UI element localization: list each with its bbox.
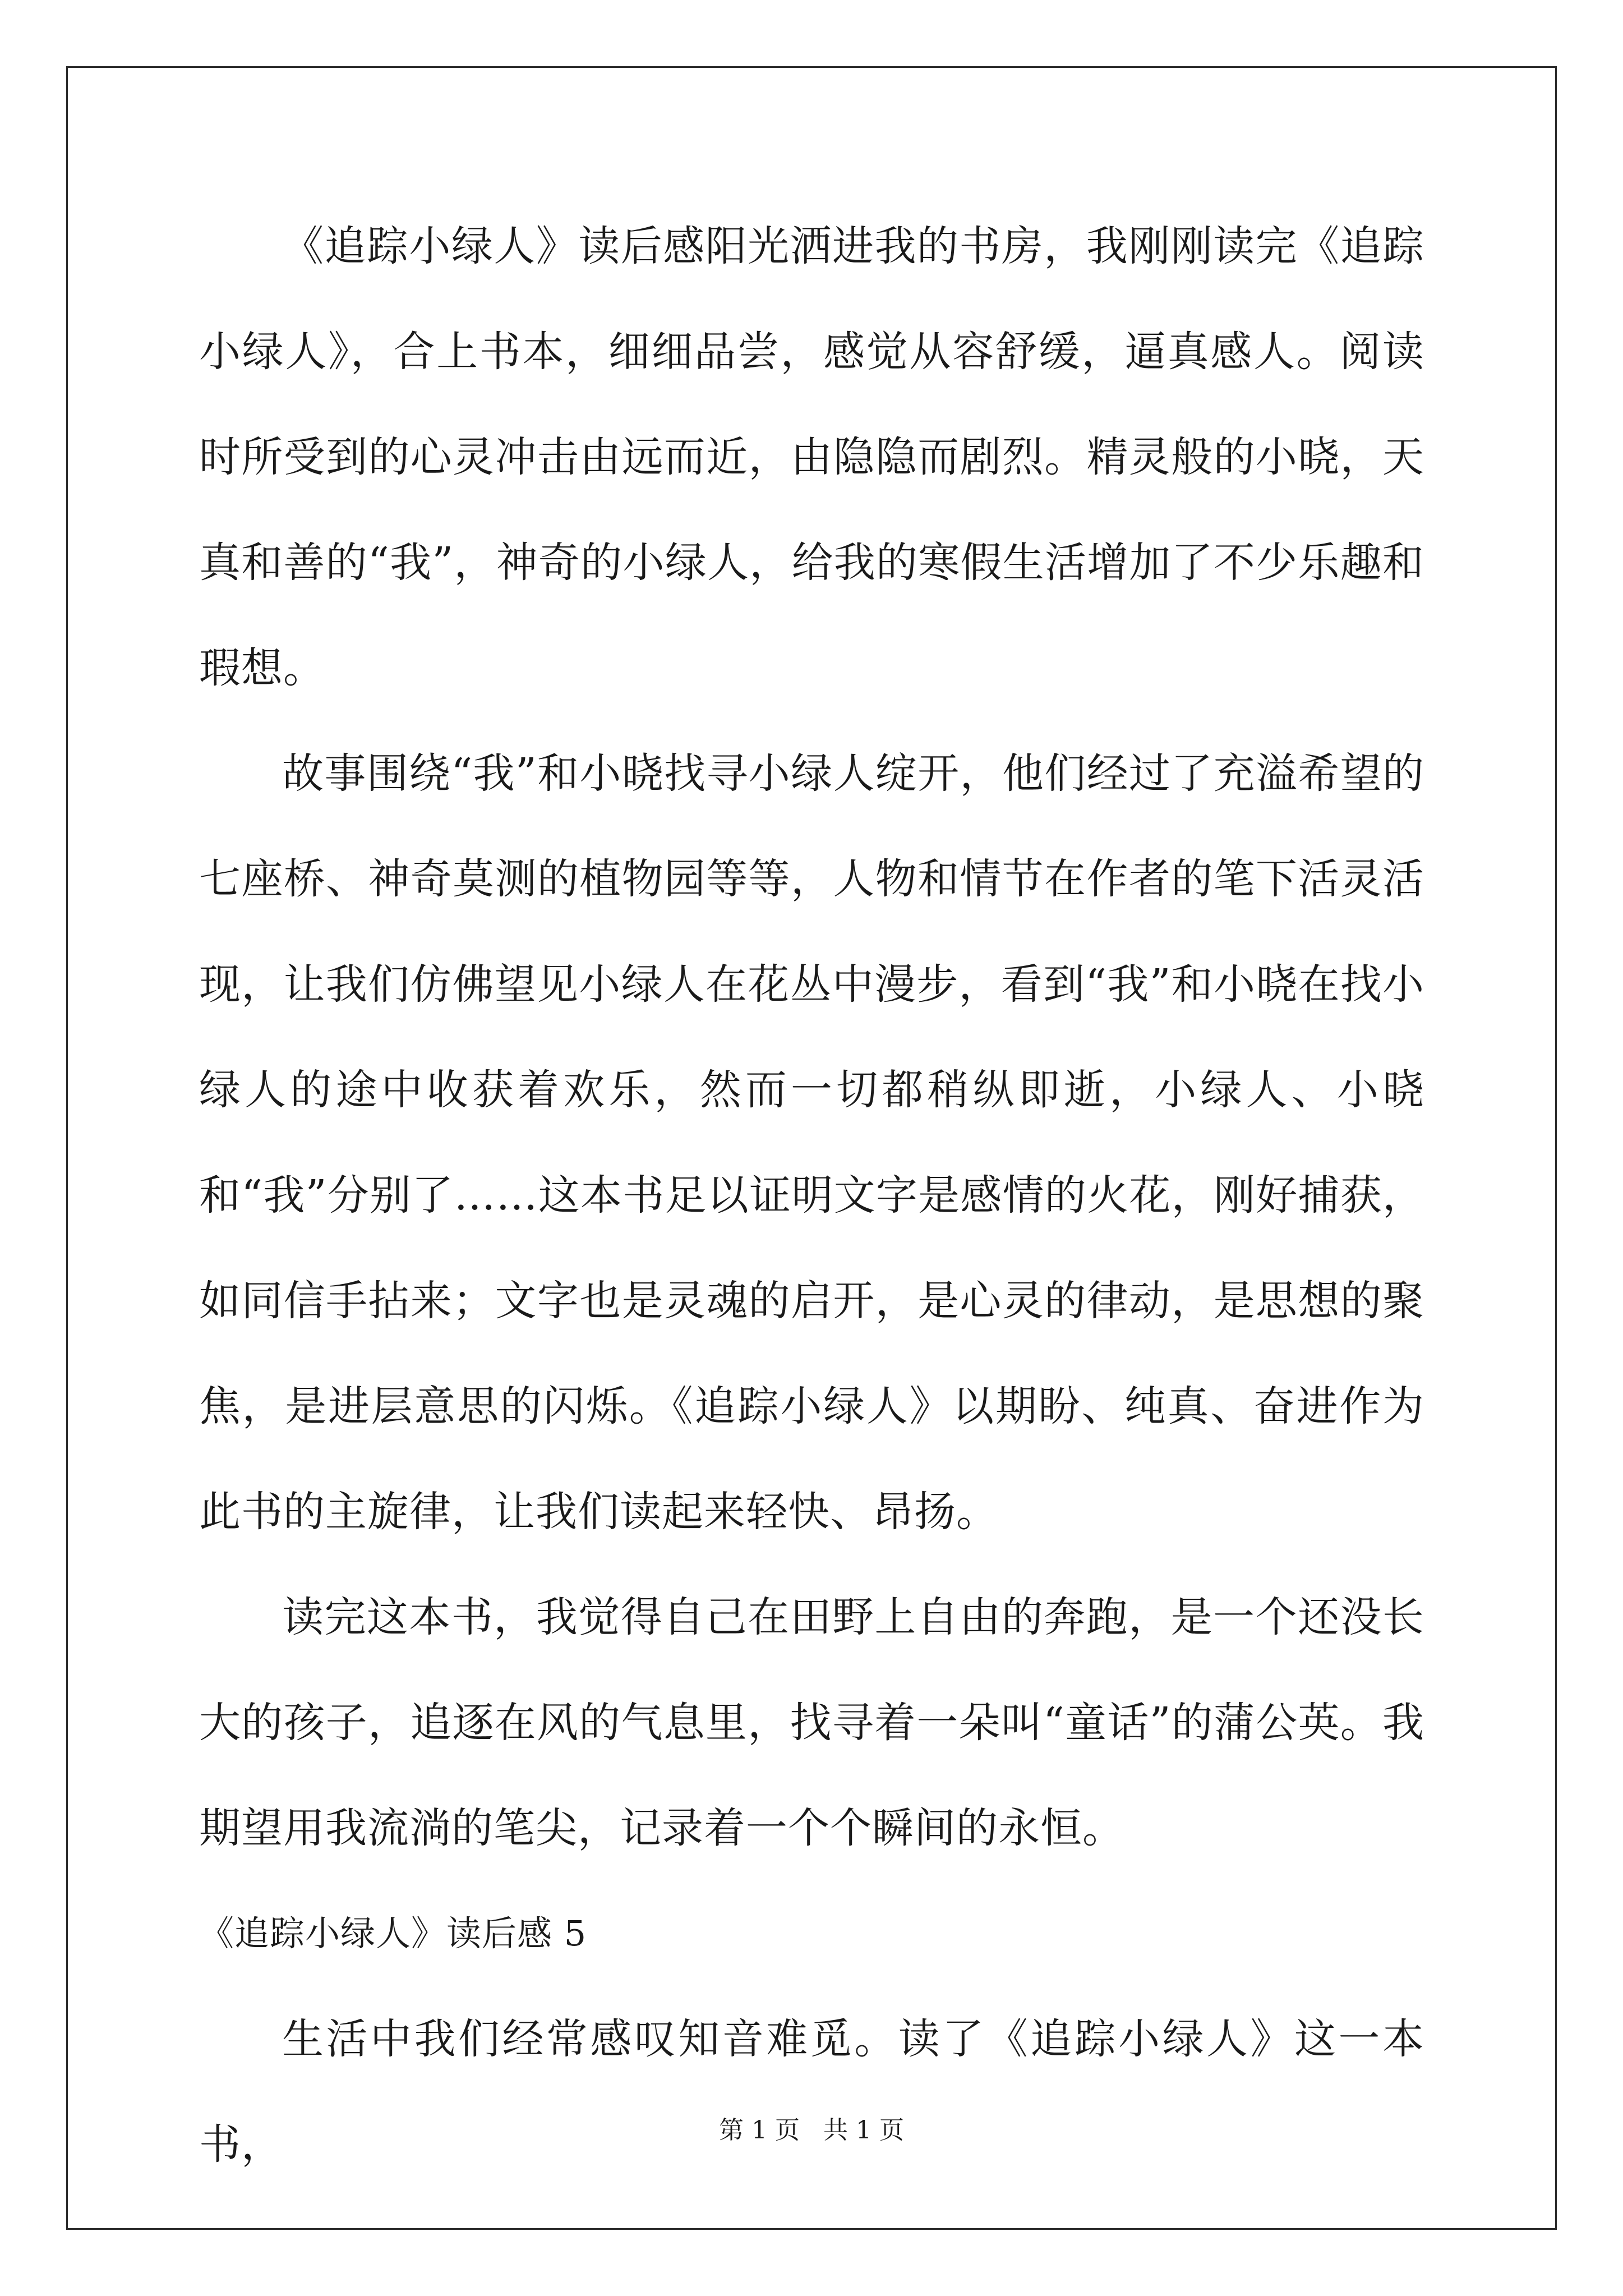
page-footer <box>0 2114 1623 2147</box>
paragraph-2: 故事围绕“我”和小晓找寻小绿人绽开，他们经过了充溢希望的七座桥、神奇莫测的植物园等等，人物和情节在作者的笔下活灵活现，让我们仿佛望见小绿人在花丛中漫步，看到“我”和小晓在找小绿人的途中收获着欢乐，然而一切都稍纵即逝，小绿人、小晓和“我”分别了……这本书足以证明文字是感情的火花，刚好捕获，如同信手拈来；文字也是灵魂的启开，是心灵的律动，是思想的聚焦，是进层意思的闪烁。《追踪小绿人》以期盼、纯真、奋进作为此书的主旋律，让我们读起来轻快、昂扬。 <box>199 749 1424 1536</box>
section-heading: 《追踪小绿人》读后感 5 <box>199 1913 587 1954</box>
paragraph-3: 读完这本书，我觉得自己在田野上自由的奔跑，是一个还没长大的孩子，追逐在风的气息里，找寻着一朵叫“童话”的蒲公英。我期望用我流淌的笔尖，记录着一个个瞬间的永恒。 <box>199 1593 1424 1852</box>
paragraph-4: 生活中我们经常感叹知音难觅。读了《追踪小绿人》这一本书， <box>199 2015 1424 2169</box>
page-number: 第 1 页 <box>719 2116 800 2145</box>
document-body <box>199 194 1424 2197</box>
page-total: 共 1 页 <box>823 2116 904 2145</box>
paragraph-1: 《追踪小绿人》读后感阳光洒进我的书房，我刚刚读完《追踪小绿人》，合上书本，细细品尝，感觉从容舒缓，逼真感人。阅读时所受到的心灵冲击由远而近，由隐隐而剧烈。精灵般的小晓，天真和善的“我”，神奇的小绿人，给我的寒假生活增加了不少乐趣和瑕想。 <box>199 222 1424 692</box>
